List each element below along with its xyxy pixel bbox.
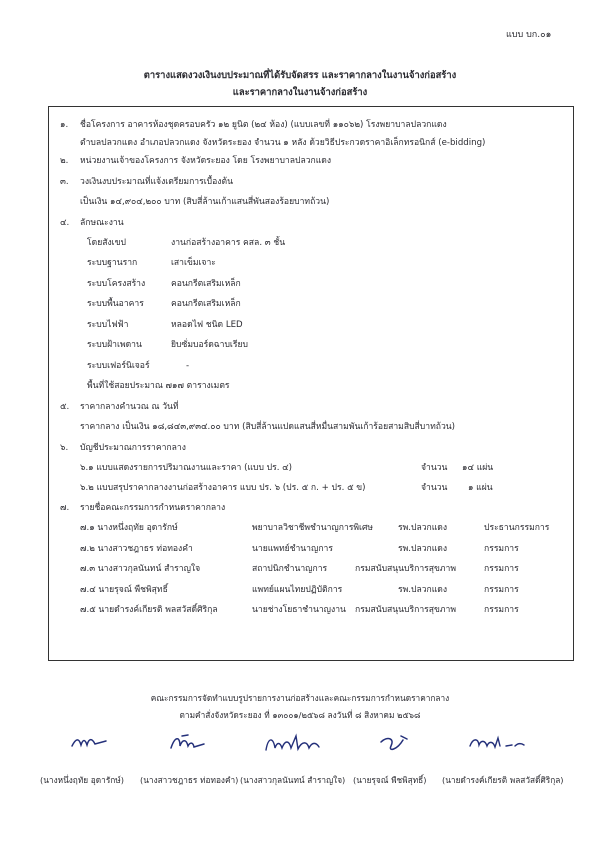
estimate-row-qty: ๑ แผ่น — [468, 483, 493, 493]
committee-member-position: พยาบาลวิชาชีพชำนาญการพิเศษ — [252, 523, 374, 533]
signature-1 — [70, 732, 110, 754]
committee-member-role: กรรมการ — [484, 564, 519, 574]
item-4-number: ๔. — [60, 218, 70, 228]
signer-name-5: (นายดำรงค์เกียรติ พลสวัสดิ์ศิริกุล) — [442, 775, 564, 785]
footer-committee-note: คณะกรรมการจัดทำแบบรูปรายการงานก่อสร้างและคณะกรรมการกำหนดราคากลาง — [150, 693, 450, 703]
signer-name-1: (นางหนึ่งฤทัย อุดารักษ์) — [40, 775, 125, 785]
estimate-row-label: ๖.๒ แบบสรุปราคากลางงานก่อสร้างอาคาร แบบ ปร. ๖ (ปร. ๕ ก. + ปร. ๕ ข) — [80, 483, 366, 493]
budget-amount: เป็นเงิน ๑๔,๙๐๔,๒๐๐ บาท (สิบสี่ล้านเก้าแสนสี่พันสองร้อยบาทถ้วน) — [80, 197, 330, 207]
committee-member-role: กรรมการ — [484, 585, 519, 595]
spec-value: คอนกรีตเสริมเหล็ก — [171, 279, 241, 289]
committee-member-name: ๗.๕ นายดำรงค์เกียรติ พลสวัสดิ์ศิริกุล — [80, 605, 218, 615]
committee-member-office: รพ.ปลวกแดง — [398, 544, 448, 554]
committee-member-name: ๗.๓ นางสาวกุลนันทน์ สำราญใจ — [80, 564, 201, 574]
signature-5-mark — [468, 732, 526, 756]
estimate-row-qty-label: จำนวน — [421, 463, 448, 473]
spec-value: คอนกรีตเสริมเหล็ก — [171, 299, 241, 309]
spec-label: ระบบฝ้าเพดาน — [87, 340, 142, 350]
signer-name-4: (นายรุจณ์ พืชพิสุทธิ์) — [353, 775, 427, 785]
committee-member-office: รพ.ปลวกแดง — [398, 523, 448, 533]
committee-member-position: สถาปนิกชำนาญการ — [252, 564, 328, 574]
item-5-number: ๕. — [60, 402, 70, 412]
committee-member-position: นายแพทย์ชำนาญการ — [252, 544, 333, 554]
budget-label: วงเงินงบประมาณที่แจ้งเตรียมการเบื้องต้น — [80, 177, 233, 187]
signature-5 — [468, 732, 526, 756]
footer-order-note: ตามคำสั่งจังหวัดระยอง ที่ ๑๓๐๐๑/๒๕๖๘ ลงวันที่ ๘ สิงหาคม ๒๕๖๘ — [179, 710, 421, 720]
estimate-row-label: ๖.๑ แบบแสดงรายการปริมาณงานและราคา (แบบ ปร. ๔) — [80, 463, 293, 473]
committee-label: รายชื่อคณะกรรมการกำหนดราคากลาง — [80, 503, 226, 513]
estimate-list-label: บัญชีประมาณการราคากลาง — [80, 443, 186, 453]
committee-member-position: แพทย์แผนไทยปฏิบัติการ — [252, 585, 343, 595]
item-6-number: ๖. — [60, 443, 69, 453]
estimate-row-qty: ๑๔ แผ่น — [462, 463, 494, 473]
spec-label: ระบบโครงสร้าง — [87, 279, 146, 289]
committee-member-office: กรมสนับสนุนบริการสุขภาพ — [355, 605, 457, 615]
project-name-line1: ชื่อโครงการ อาคารห้องชุดครอบครัว ๑๒ ยูนิต (๒๔ ห้อง) (แบบเลขที่ ๑๑๐๖๒) โรงพยาบาลปลวกแดง — [80, 120, 447, 130]
signature-2 — [168, 732, 208, 756]
median-price-amount: ราคากลาง เป็นเงิน ๑๘,๘๔๓,๙๓๔.๐๐ บาท (สิบสี่ล้านแปดแสนสี่หมื่นสามพันเก้าร้อยสามสิบสี่บาทถ้วน) — [80, 422, 455, 432]
usable-area: พื้นที่ใช้สอยประมาณ ๗๑๗ ตารางเมตร — [87, 381, 230, 391]
item-7-number: ๗. — [60, 503, 70, 513]
signer-name-2: (นางสาวชฎาธร ท่อทองคำ) — [140, 775, 239, 785]
spec-value: หลอดไฟ ชนิด LED — [171, 320, 243, 330]
spec-label: ระบบไฟฟ้า — [87, 320, 129, 330]
work-characteristics-label: ลักษณะงาน — [80, 218, 124, 228]
item-2-number: ๒. — [60, 156, 69, 166]
signature-4-mark — [377, 732, 411, 756]
spec-value: - — [186, 361, 190, 371]
committee-member-name: ๗.๒ นางสาวชฎาธร ท่อทองคำ — [80, 544, 193, 554]
signature-2-mark — [168, 732, 208, 756]
item-1-number: ๑. — [60, 120, 69, 130]
document-title: ตารางแสดงวงเงินงบประมาณที่ได้รับจัดสรร และราคากลางในงานจ้างก่อสร้าง — [143, 70, 457, 81]
estimate-row-qty-label: จำนวน — [421, 483, 448, 493]
signature-3 — [263, 732, 325, 756]
committee-member-role: กรรมการ — [484, 605, 519, 615]
signature-3-mark — [263, 732, 325, 756]
committee-member-name: ๗.๑ นางหนึ่งฤทัย อุดารักษ์ — [80, 523, 178, 533]
spec-label: ระบบฐานราก — [87, 258, 138, 268]
spec-label: ระบบพื้นอาคาร — [87, 299, 144, 309]
owner-agency: หน่วยงานเจ้าของโครงการ จังหวัดระยอง โดย โรงพยาบาลปลวกแดง — [80, 156, 332, 166]
spec-label: ระบบเฟอร์นิเจอร์ — [87, 361, 150, 371]
median-price-date: ราคากลางคำนวณ ณ วันที่ — [80, 402, 179, 412]
signer-name-3: (นางสาวกุลนันทน์ สำราญใจ) — [240, 775, 346, 785]
project-name-line2: ตำบลปลวกแดง อำเภอปลวกแดง จังหวัดระยอง จำนวน ๑ หลัง ด้วยวิธีประกวดราคาอิเล็กทรอนิกส์ (e-bidding) — [80, 138, 486, 148]
item-3-number: ๓. — [60, 177, 69, 187]
signature-1-mark — [70, 732, 110, 754]
spec-label: โดยสังเขป — [87, 238, 126, 248]
committee-member-position: นายช่างโยธาชำนาญงาน — [252, 605, 346, 615]
form-code: แบบ บก.๐๑ — [506, 30, 552, 40]
committee-member-office: รพ.ปลวกแดง — [398, 585, 448, 595]
document-subtitle: และราคากลางในงานจ้างก่อสร้าง — [232, 87, 368, 98]
committee-member-role: กรรมการ — [484, 544, 519, 554]
spec-value: งานก่อสร้างอาคาร คสล. ๓ ชั้น — [171, 238, 286, 248]
committee-member-role: ประธานกรรมการ — [484, 523, 550, 533]
signature-4 — [377, 732, 411, 756]
committee-member-name: ๗.๔ นายรุจณ์ พืชพิสุทธิ์ — [80, 585, 168, 595]
spec-value: ยิบซั่มบอร์ดฉาบเรียบ — [171, 340, 248, 350]
spec-value: เสาเข็มเจาะ — [171, 258, 216, 268]
committee-member-office: กรมสนับสนุนบริการสุขภาพ — [355, 564, 457, 574]
